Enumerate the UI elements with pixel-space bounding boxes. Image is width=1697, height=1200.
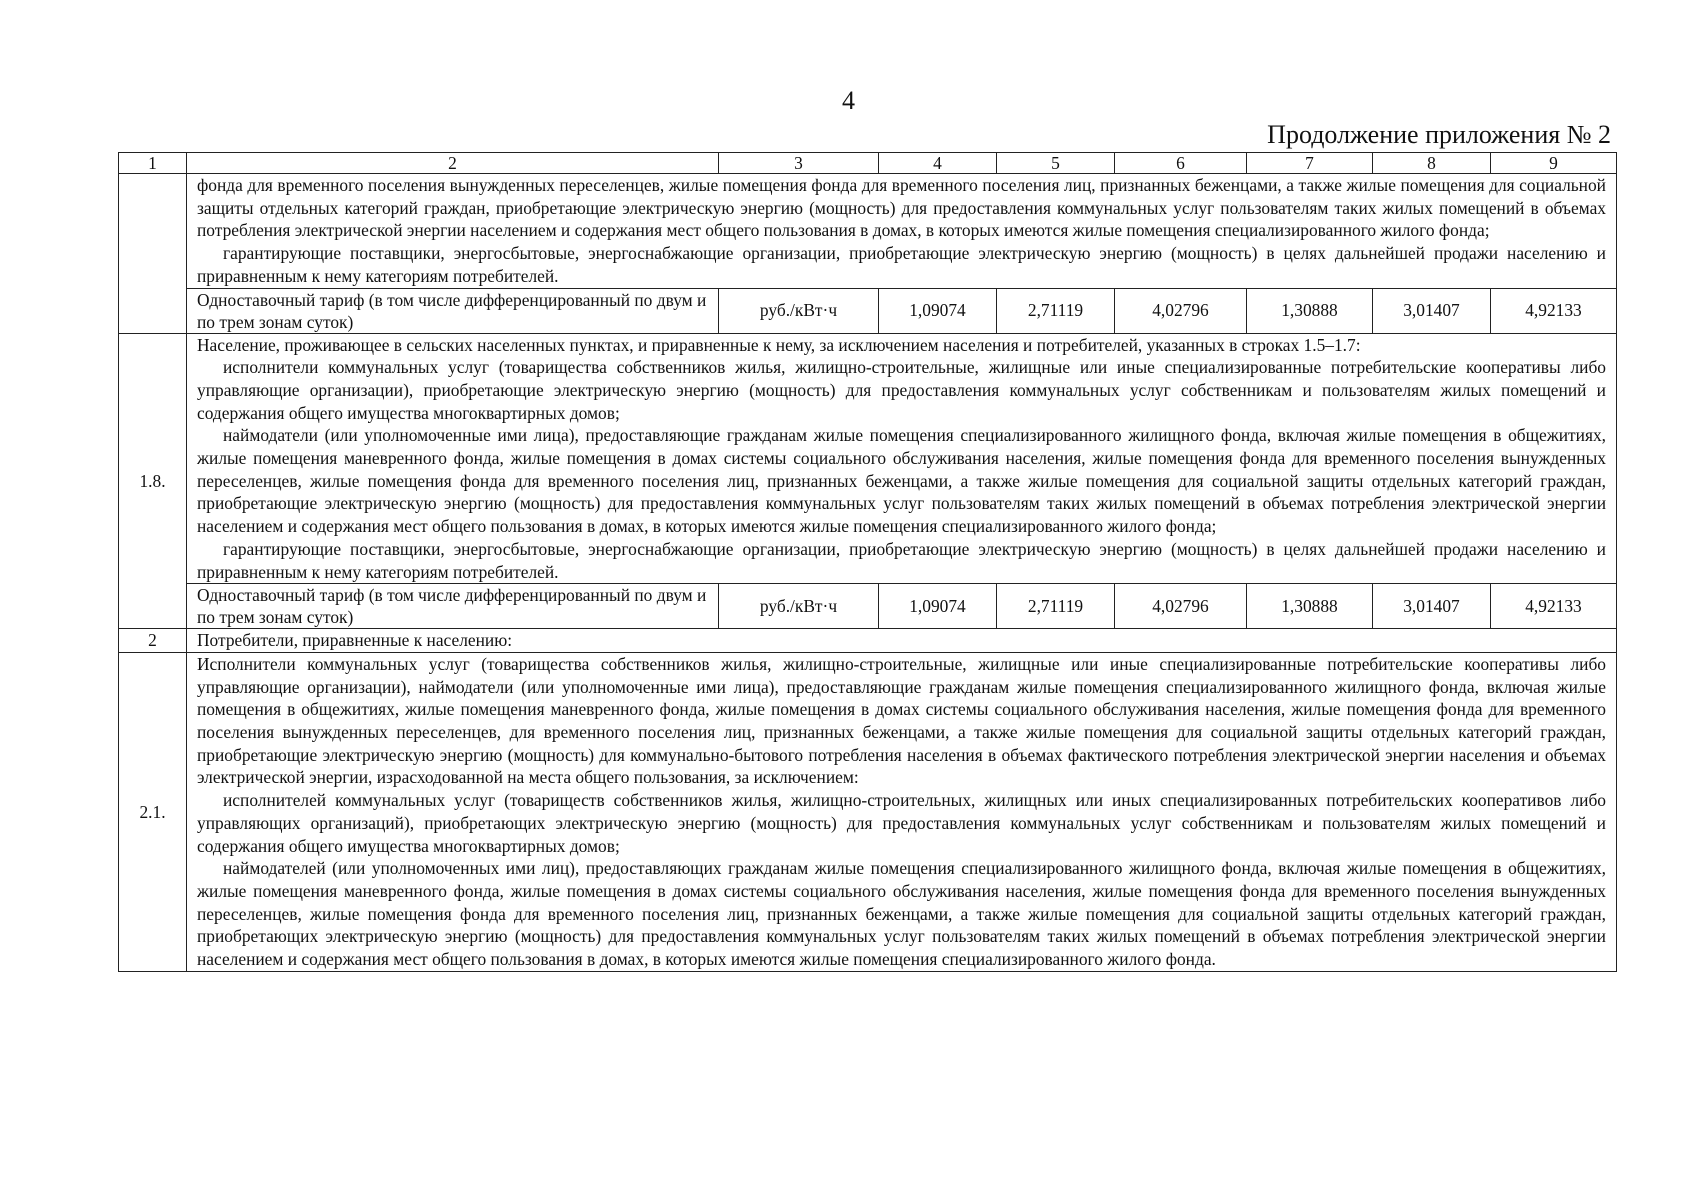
column-number: 9 (1491, 153, 1617, 174)
row-number: 1.8. (119, 333, 187, 629)
paragraph: Исполнители коммунальных услуг (товарищества собственников жилья, жилищно-строительные, жилищные или иные специализированные потребительские кооперативы либо управляющие организации), наймодатели (или уполномоченные ими лица), предоставляющие гражданам жилые помещения специализированного жилищного фонда, включая жилые помещения в общежитиях, жилые помещения маневренного фонда, жилые помещения в домах системы социального обслуживания населения, жилые помещения фонда для временного поселения вынужденных переселенцев, для временного поселения лиц, признанных беженцами, а также жилые помещения для социальной защиты отдельных категорий граждан, приобретающие электрическую энергию (мощность) для коммунально-бытового потребления населения в объемах фактического потребления электрической энергии населения и объемах электрической энергии, израсходованной на места общего пользования, за исключением: (197, 653, 1606, 788)
tariff-table (118, 152, 1617, 972)
paragraph: Потребители, приравненные к населению: (197, 630, 513, 651)
paragraph: Население, проживающее в сельских населенных пунктах, и приравненные к нему, за исключением населения и потребителей, указанных в строках 1.5–1.7: (197, 334, 1361, 355)
column-number: 1 (119, 153, 187, 174)
appendix-title: Продолжение приложения № 2 (1267, 120, 1611, 149)
paragraph: гарантирующие поставщики, энергосбытовые, энергоснабжающие организации, приобретающие электрическую энергию (мощность) в целях дальнейшей продажи населению и приравненным к нему категориям потребителей. (197, 538, 1606, 582)
column-number: 5 (997, 153, 1115, 174)
row-number (119, 174, 187, 334)
row-description (187, 333, 1617, 584)
column-number: 7 (1247, 153, 1373, 174)
tariff-value: 4,02796 (1115, 584, 1247, 629)
table-row (119, 174, 1617, 289)
column-number: 3 (719, 153, 879, 174)
paragraph: наймодатели (или уполномоченные ими лица), предоставляющие гражданам жилые помещения специализированного жилищного фонда, включая жилые помещения в общежитиях, жилые помещения маневренного фонда, жилые помещения в домах системы социального обслуживания населения, жилые помещения фонда для временного поселения вынужденных переселенцев, жилые помещения фонда для временного поселения лиц, признанных беженцами, а также жилые помещения для социальной защиты отдельных категорий граждан, приобретающие электрическую энергию (мощность) для предоставления коммунальных услуг пользователям таких жилых помещений в объемах потребления электрической энергии населением и содержания мест общего пользования в домах, в которых имеются жилые помещения специализированного жилого фонда; (197, 425, 1606, 537)
tariff-value: 3,01407 (1373, 584, 1491, 629)
tariff-row (119, 288, 1617, 333)
tariff-row (119, 584, 1617, 629)
row-description (187, 174, 1617, 289)
tariff-value: 2,71119 (997, 288, 1115, 333)
column-number: 4 (879, 153, 997, 174)
column-number: 6 (1115, 153, 1247, 174)
column-number-row (119, 153, 1617, 174)
paragraph: фонда для временного поселения вынужденных переселенцев, жилые помещения фонда для временного поселения лиц, признанных беженцами, а также жилые помещения для социальной защиты отдельных категорий граждан, приобретающие электрическую энергию (мощность) для предоставления коммунальных услуг пользователям таких жилых помещений в объемах потребления электрической энергии населением и содержания мест общего пользования в домах, в которых имеются жилые помещения специализированного жилого фонда; (197, 175, 1606, 241)
tariff-value: 1,09074 (879, 288, 997, 333)
tariff-unit: руб./кВт·ч (719, 584, 879, 629)
paragraph: исполнителей коммунальных услуг (товариществ собственников жилья, жилищно-строительных, жилищных или иных специализированных потребительских кооперативов либо управляющих организаций), приобретающих электрическую энергию (мощность) для предоставления коммунальных услуг собственникам и пользователям жилых помещений и содержания общего имущества многоквартирных домов; (197, 790, 1606, 856)
tariff-value: 4,92133 (1491, 288, 1617, 333)
paragraph: наймодателей (или уполномоченных ими лиц), предоставляющих гражданам жилые помещения специализированного жилищного фонда, включая жилые помещения в общежитиях, жилые помещения маневренного фонда, жилые помещения в домах системы социального обслуживания населения, жилые помещения фонда для временного поселения вынужденных переселенцев, жилые помещения фонда для временного поселения лиц, признанных беженцами, а также жилые помещения для социальной защиты отдельных категорий граждан, приобретающих электрическую энергию (мощность) для предоставления коммунальных услуг пользователям таких жилых помещений в объемах потребления электрической энергии населением и содержания мест общего пользования в домах, в которых имеются жилые помещения специализированного жилого фонда. (197, 858, 1606, 970)
tariff-value: 1,30888 (1247, 288, 1373, 333)
table-row (119, 333, 1617, 584)
tariff-value: 4,92133 (1491, 584, 1617, 629)
tariff-value: 4,02796 (1115, 288, 1247, 333)
tariff-label: Одноставочный тариф (в том числе дифференцированный по двум и по трем зонам суток) (187, 584, 719, 629)
tariff-value: 1,30888 (1247, 584, 1373, 629)
page-number: 4 (842, 86, 855, 115)
column-number: 2 (187, 153, 719, 174)
tariff-value: 2,71119 (997, 584, 1115, 629)
tariff-unit: руб./кВт·ч (719, 288, 879, 333)
tariff-value: 1,09074 (879, 584, 997, 629)
column-number: 8 (1373, 153, 1491, 174)
table-row (119, 652, 1617, 971)
row-number: 2.1. (119, 652, 187, 971)
row-description (187, 652, 1617, 971)
row-number: 2 (119, 629, 187, 653)
paragraph: исполнители коммунальных услуг (товарищества собственников жилья, жилищно-строительные, жилищные или иные специализированные потребительские кооперативы либо управляющие организации), приобретающие электрическую энергию (мощность) для предоставления коммунальных услуг собственникам и пользователям жилых помещений и содержания общего имущества многоквартирных домов; (197, 357, 1606, 423)
table-row (119, 629, 1617, 653)
row-description (187, 629, 1617, 653)
tariff-label: Одноставочный тариф (в том числе дифференцированный по двум и по трем зонам суток) (187, 288, 719, 333)
tariff-value: 3,01407 (1373, 288, 1491, 333)
paragraph: гарантирующие поставщики, энергосбытовые, энергоснабжающие организации, приобретающие электрическую энергию (мощность) в целях дальнейшей продажи населению и приравненным к нему категориям потребителей. (197, 243, 1606, 286)
